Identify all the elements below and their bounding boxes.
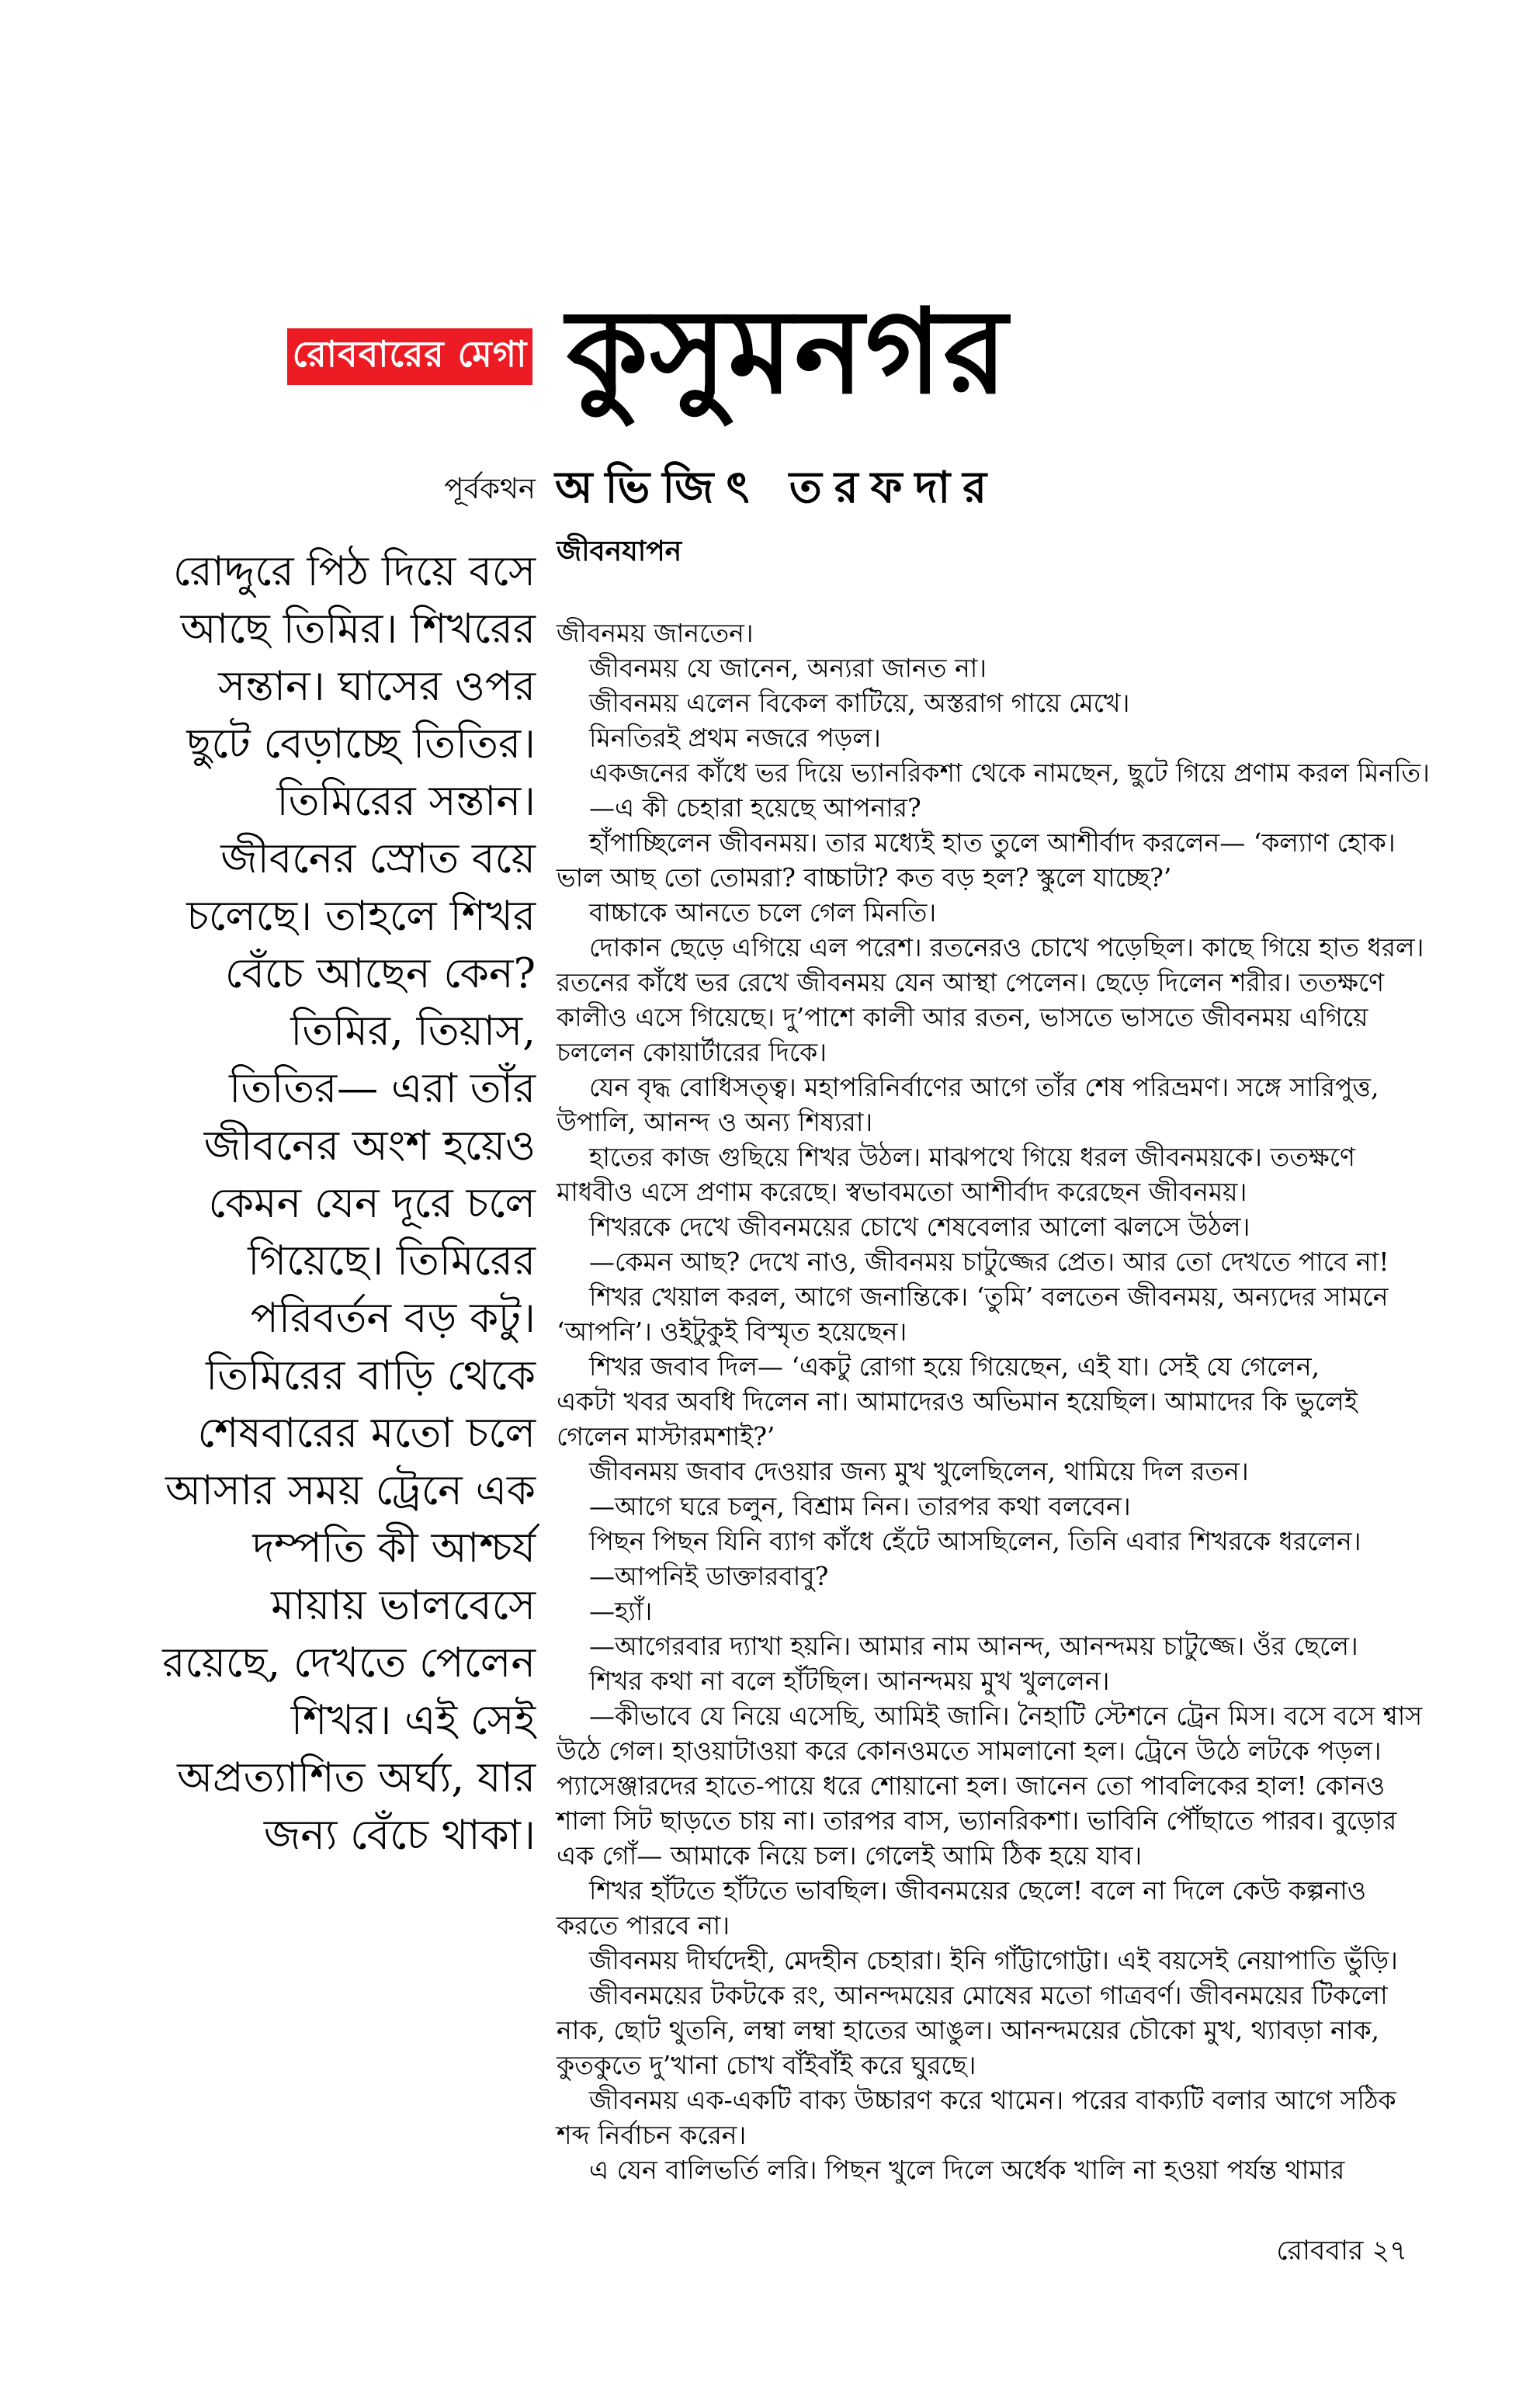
story-line: —কেমন আছ? দেখে নাও, জীবনময় চাটুজ্জের প্রেত। আর তো দেখতে পাবে না!: [589, 1247, 1389, 1277]
prologue-line: ছুটে বেড়াচ্ছে তিতির।: [186, 720, 536, 768]
prologue-line: পরিবর্তন বড় কটু।: [250, 1295, 536, 1342]
prologue-line: চলেছে। তাহলে শিখর: [186, 893, 536, 940]
prologue-line: তিমিরের বাড়ি থেকে: [206, 1352, 536, 1399]
page-title: কুসুমনগর: [567, 283, 1009, 420]
story-line: একজনের কাঁধে ভর দিয়ে ভ্যানরিকশা থেকে নামছেন, ছুটে গিয়ে প্রণাম করল মিনতি।: [589, 758, 1430, 788]
story-line: ‘আপনি’। ওইটুকুই বিস্মৃত হয়েছেন।: [557, 1316, 907, 1347]
author-name: অভিজিৎ তরফদার: [555, 462, 1000, 513]
story-line: মাধবীও এসে প্রণাম করেছে। স্বভাবমতো আশীর্বাদ করেছেন জীবনময়।: [557, 1177, 1247, 1207]
prologue-line: রোদ্দুরে পিঠ দিয়ে বসে: [172, 548, 536, 595]
prologue-line: গিয়েছে। তিমিরের: [248, 1237, 536, 1285]
prologue-line: তিতির— এরা তাঁর: [229, 1065, 536, 1112]
story-line: এক গোঁ— আমাকে নিয়ে চল। গেলেই আমি ঠিক হয়ে যাব।: [557, 1840, 1143, 1871]
page-number: রোববার ২৭: [1276, 2235, 1407, 2266]
kicker-badge: [287, 328, 532, 385]
story-line: শব্দ নির্বাচন করেন।: [557, 2120, 747, 2150]
kicker-label: রোববারের মেগা: [292, 332, 528, 375]
story-line: করতে পারবে না।: [557, 1910, 730, 1940]
story-line: রতনের কাঁধে ভর রেখে জীবনময় যেন আস্থা পেলেন। ছেড়ে দিলেন শরীর। ততক্ষণে: [557, 967, 1385, 997]
story-line: কালীও এসে গিয়েছে। দু’পাশে কালী আর রতন, ভাসতে ভাসতে জীবনময় এগিয়ে: [557, 1002, 1368, 1032]
chapter-heading: জীবনযাপন: [557, 535, 682, 567]
prologue-text: [43, 543, 536, 1864]
story-text: [557, 616, 1484, 2187]
prologue-line: কেমন যেন দূরে চলে: [208, 1180, 536, 1227]
story-line: জীবনময় এক-একটি বাক্য উচ্চারণ করে থামেন। পরের বাক্যটি বলার আগে সঠিক: [589, 2085, 1396, 2115]
prologue-line: তিমির, তিয়াস,: [290, 1007, 536, 1055]
story-line: যেন বৃদ্ধ বোধিসত্ত্ব। মহাপরিনির্বাণের আগে তাঁর শেষ পরিভ্রমণ। সঙ্গে সারিপুত্ত,: [589, 1072, 1379, 1102]
prologue-line: সন্তান। ঘাসের ওপর: [218, 663, 536, 710]
story-line: শিখর খেয়াল করল, আগে জনান্তিকে। ‘তুমি’ বলতেন জীবনময়, অন্যদের সামনে: [589, 1281, 1389, 1312]
story-line: জীবনময় জানতেন।: [557, 618, 754, 648]
story-line: শিখর কথা না বলে হাঁটছিল। আনন্দময় মুখ খুললেন।: [589, 1666, 1110, 1696]
prologue-line: আছে তিমির। শিখরের: [180, 605, 536, 653]
prologue-line: মায়ায় ভালবেসে: [271, 1582, 536, 1629]
story-line: কুতকুতে দু’খানা চোখ বাঁইবাঁই করে ঘুরছে।: [557, 2050, 976, 2080]
story-line: —এ কী চেহারা হয়েছে আপনার?: [589, 792, 921, 823]
story-line: এ যেন বালিভর্তি লরি। পিছন খুলে দিলে অর্ধেক খালি না হওয়া পর্যন্ত থামার: [589, 2155, 1345, 2185]
story-line: নাক, ছোট থুতনি, লম্বা লম্বা হাতের আঙুল। আনন্দময়ের চৌকো মুখ, থ্যাবড়া নাক,: [557, 2015, 1380, 2045]
story-line: বাচ্চাকে আনতে চলে গেল মিনতি।: [589, 897, 937, 928]
prologue-line: তিমিরের সন্তান।: [276, 778, 536, 825]
story-line: উপালি, আনন্দ ও অন্য শিষ্যরা।: [557, 1107, 873, 1137]
story-line: —আপনিই ডাক্তারবাবু?: [589, 1561, 829, 1591]
story-line: শালা সিট ছাড়তে চায় না। তারপর বাস, ভ্যানরিকশা। ভাবিনি পৌঁছাতে পারব। বুড়োর: [557, 1805, 1397, 1836]
story-line: —হ্যাঁ।: [589, 1596, 653, 1626]
story-line: মিনতিরই প্রথম নজরে পড়ল।: [589, 723, 881, 753]
prologue-line: রয়েছে, দেখতে পেলেন: [162, 1639, 536, 1687]
prologue-line: জীবনের অংশ হয়েও: [203, 1122, 536, 1170]
story-line: ভাল আছ তো তোমরা? বাচ্চাটা? কত বড় হল? স্কুলে যাচ্ছে?’: [557, 862, 1172, 893]
prologue-line: দম্পতি কী আশ্চর্য: [252, 1524, 536, 1572]
story-line: একটা খবর অবধি দিলেন না। আমাদেরও অভিমান হয়েছিল। আমাদের কি ভুলেই: [557, 1386, 1358, 1417]
story-line: শিখর জবাব দিল— ‘একটু রোগা হয়ে গিয়েছেন, এই যা। সেই যে গেলেন,: [589, 1351, 1320, 1382]
prologue-line: শেষবারের মতো চলে: [197, 1410, 536, 1457]
story-line: গেলেন মাস্টারমশাই?’: [557, 1421, 775, 1451]
story-line: জীবনময় জবাব দেওয়ার জন্য মুখ খুলেছিলেন, থামিয়ে দিল রতন।: [589, 1456, 1249, 1486]
prologue-line: জন্য বেঁচে থাকা।: [263, 1812, 536, 1859]
story-line: হাঁপাচ্ছিলেন জীবনময়। তার মধ্যেই হাত তুলে আশীর্বাদ করলেন— ‘কল্যাণ হোক।: [589, 827, 1396, 858]
story-line: দোকান ছেড়ে এগিয়ে এল পরেশ। রতনেরও চোখে পড়েছিল। কাছে গিয়ে হাত ধরল।: [589, 932, 1424, 962]
story-line: জীবনময়ের টকটকে রং, আনন্দময়ের মোষের মতো গাত্রবর্ণ। জীবনময়ের টিকলো: [589, 1980, 1388, 2010]
story-line: জীবনময় দীর্ঘদেহী, মেদহীন চেহারা। ইনি গাঁট্টাগোট্টা। এই বয়সেই নেয়াপাতি ভুঁড়ি।: [589, 1945, 1398, 1975]
prologue-label: পূর্বকথন: [444, 472, 536, 505]
story-line: প্যাসেঞ্জারদের হাতে-পায়ে ধরে শোয়ানো হল। জানেন তো পাবলিকের হাল! কোনও: [557, 1770, 1386, 1801]
story-line: —কীভাবে যে নিয়ে এসেছি, আমিই জানি। নৈহাটি স্টেশনে ট্রেন মিস। বসে বসে শ্বাস: [589, 1701, 1423, 1731]
story-line: জীবনময় এলেন বিকেল কাটিয়ে, অস্তরাগ গায়ে মেখে।: [589, 688, 1130, 718]
story-line: শিখর হাঁটতে হাঁটতে ভাবছিল। জীবনময়ের ছেলে! বলে না দিলে কেউ কল্পনাও: [589, 1875, 1367, 1906]
story-line: পিছন পিছন যিনি ব্যাগ কাঁধে হেঁটে আসছিলেন, তিনি এবার শিখরকে ধরলেন।: [589, 1526, 1361, 1556]
story-line: জীবনময় যে জানেন, অন্যরা জানত না।: [589, 653, 987, 683]
prologue-line: জীবনের স্রোত বয়ে: [220, 835, 536, 883]
prologue-line: শিখর। এই সেই: [290, 1697, 536, 1744]
story-line: হাতের কাজ গুছিয়ে শিখর উঠল। মাঝপথে গিয়ে ধরল জীবনময়কে। ততক্ষণে: [589, 1142, 1355, 1172]
story-line: উঠে গেল। হাওয়াটাওয়া করে কোনওমতে সামলানো হল। ট্রেনে উঠে লটকে পড়ল।: [557, 1736, 1382, 1766]
prologue-line: অপ্রত্যাশিত অর্ঘ্য, যার: [177, 1754, 536, 1802]
prologue-line: আসার সময় ট্রেনে এক: [165, 1467, 536, 1514]
story-line: —আগে ঘরে চলুন, বিশ্রাম নিন। তারপর কথা বলবেন।: [589, 1491, 1131, 1521]
prologue-line: বেঁচে আছেন কেন?: [224, 950, 536, 997]
story-line: শিখরকে দেখে জীবনময়ের চোখে শেষবেলার আলো ঝলসে উঠল।: [589, 1212, 1250, 1242]
story-line: —আগেরবার দ্যাখা হয়নি। আমার নাম আনন্দ, আনন্দময় চাটুজ্জে। ওঁর ছেলে।: [589, 1631, 1358, 1661]
story-line: চললেন কোয়ার্টারের দিকে।: [557, 1037, 827, 1067]
